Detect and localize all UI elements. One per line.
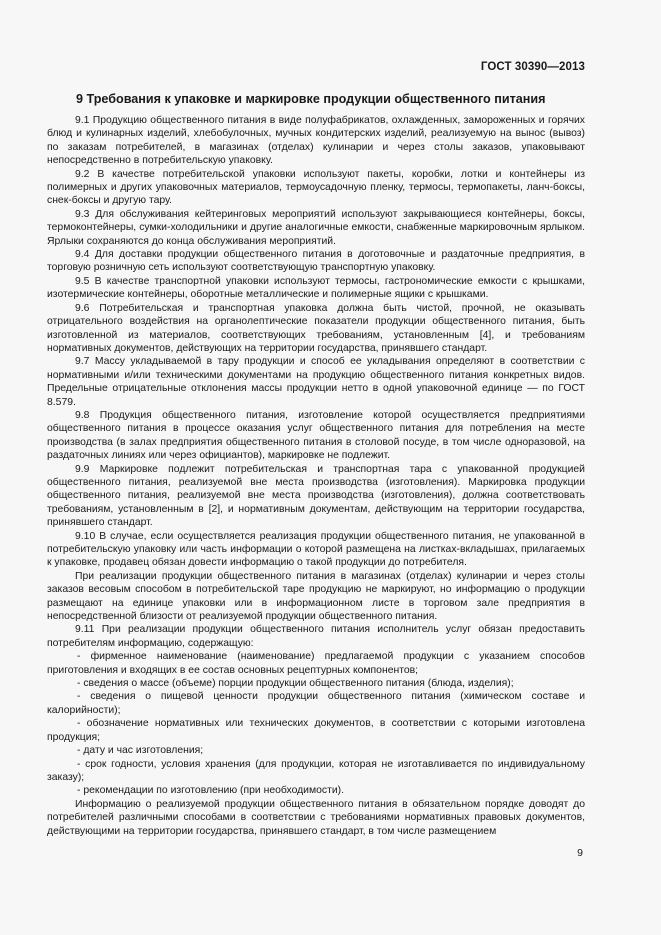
paragraph-9-7: 9.7 Массу укладываемой в тару продукции и способ ее укладывания определяют в соответствии с нормативными и/или техническими документами на продукцию общественного питания конкретных видов. Предельные отрицательные отклонения массы продукции нетто в одной упаковочной единице — по ГОСТ 8.579.: [47, 356, 585, 408]
list-item-shelf-life: - срок годности, условия хранения (для продукции, которая не изготавливается по индивидуальному заказу);: [47, 758, 585, 783]
list-item-recommendations: - рекомендации по изготовлению (при необходимости).: [77, 785, 345, 797]
paragraph-9-9: 9.9 Маркировке подлежит потребительская и транспортная тара с упакованной продукцией общественного питания, реализуемой вне места производства (изготовления). Маркировка продукции общественного питания, реализуемой вне места производства (изготовления), должна соответствовать требованиям, установленным в [2], и нормативным документам, действующим на территории государства, принявшего стандарт.: [47, 463, 585, 529]
paragraph-9-8: 9.8 Продукция общественного питания, изготовление которой осуществляется предприятиями общественного питания в процессе оказания услуг общественного питания для потребления на месте производства (в залах предприятия общественного питания в столовой посуде, в том числе одноразовой, на раздаточных линиях или через официантов), маркировке не подлежит.: [47, 409, 585, 462]
paragraph-9-5: 9.5 В качестве транспортной упаковки используют термосы, гастрономические емкости с крышками, изотермические контейнеры, оборотные металлические и полимерные ящики с крышками.: [47, 275, 585, 301]
list-item-portion-mass: - сведения о массе (объеме) порции продукции общественного питания (блюда, изделия);: [77, 678, 514, 690]
paragraph-9-4: 9.4 Для доставки продукции общественного питания в доготовочные и раздаточные предприятия, в торговую розничную сеть используют соответствующую транспортную упаковку.: [47, 249, 585, 274]
paragraph-9-6: 9.6 Потребительская и транспортная упаковка должна быть чистой, прочной, не оказывать отрицательного воздействия на органолептические показатели продукции общественного питания, быть изготовленной из материалов, соответствующих требованиям, установленным [4], и требованиям нормативных документов, действующих на территории государства, принявшего стандарт.: [47, 302, 585, 354]
paragraph-9-3: 9.3 Для обслуживания кейтеринговых мероприятий используют закрывающиеся контейнеры, боксы, термоконтейнеры, сумки-холодильники и другие аналогичные емкости, снабженные маркировочным ярлыком. Ярлыки сохраняются до конца обслуживания мероприятий.: [47, 208, 585, 247]
paragraph-9-11: 9.11 При реализации продукции общественного питания исполнитель услуг обязан предоставить потребителям информацию, содержащую:: [47, 624, 585, 649]
paragraph-9-1: 9.1 Продукцию общественного питания в виде полуфабрикатов, охлажденных, замороженных и горячих блюд и кулинарных изделий, хлебобулочных, мучных кондитерских изделий, реализуемую на вынос (вывоз) по заказам потребителей, в магазинах (отделах) кулинарии и через столы заказов, упаковывают непосредственно в потребительскую упаковку.: [47, 115, 585, 167]
list-item-brand-name: - фирменное наименование (наименование) предлагаемой продукции с указанием способов приготовления и входящих в ее состав основных рецептурных компонентов;: [47, 651, 585, 676]
paragraph-9-10-continued: При реализации продукции общественного питания в магазинах (отделах) кулинарии и через столы заказов весовым способом в потребительской таре продукцию не маркируют, но информацию о продукции размещают на единице упаковки или в информационном листе в торговом зале предприятия в непосредственной близости от реализуемой продукции общественного питания.: [47, 570, 585, 623]
section-title: 9 Требования к упаковке и маркировке продукции общественного питания: [76, 92, 546, 106]
list-item-production-date: - дату и час изготовления;: [77, 745, 204, 757]
paragraph-9-10: 9.10 В случае, если осуществляется реализация продукции общественного питания, не упакованной в потребительскую упаковку или часть информации о которой размещена на листках-вкладышах, прилагаемых к упаковке, продавец обязан довести информацию о такой продукции до потребителя.: [47, 530, 585, 569]
list-item-nutrition: - сведения о пищевой ценности продукции общественного питания (химическом составе и калорийности);: [47, 691, 585, 716]
list-item-normative-docs: - обозначение нормативных или технических документов, в соответствии с которыми изготовлена продукция;: [47, 718, 585, 743]
paragraph-9-2: 9.2 В качестве потребительской упаковки используют пакеты, коробки, лотки и контейнеры из полимерных и других упаковочных материалов, термоусадочную пленку, термосы, термопакеты, ланч-боксы, снек-боксы и другую тару.: [47, 168, 585, 207]
section-body: [47, 114, 585, 838]
closing-paragraph: Информацию о реализуемой продукции общественного питания в обязательном порядке доводят до потребителей различными способами в соответствии с требованиями нормативных правовых документов, действующими на территории государства, принявшего стандарт, в том числе размещением: [47, 798, 585, 837]
page-number: 9: [577, 847, 583, 859]
document-code: ГОСТ 30390—2013: [480, 61, 585, 73]
